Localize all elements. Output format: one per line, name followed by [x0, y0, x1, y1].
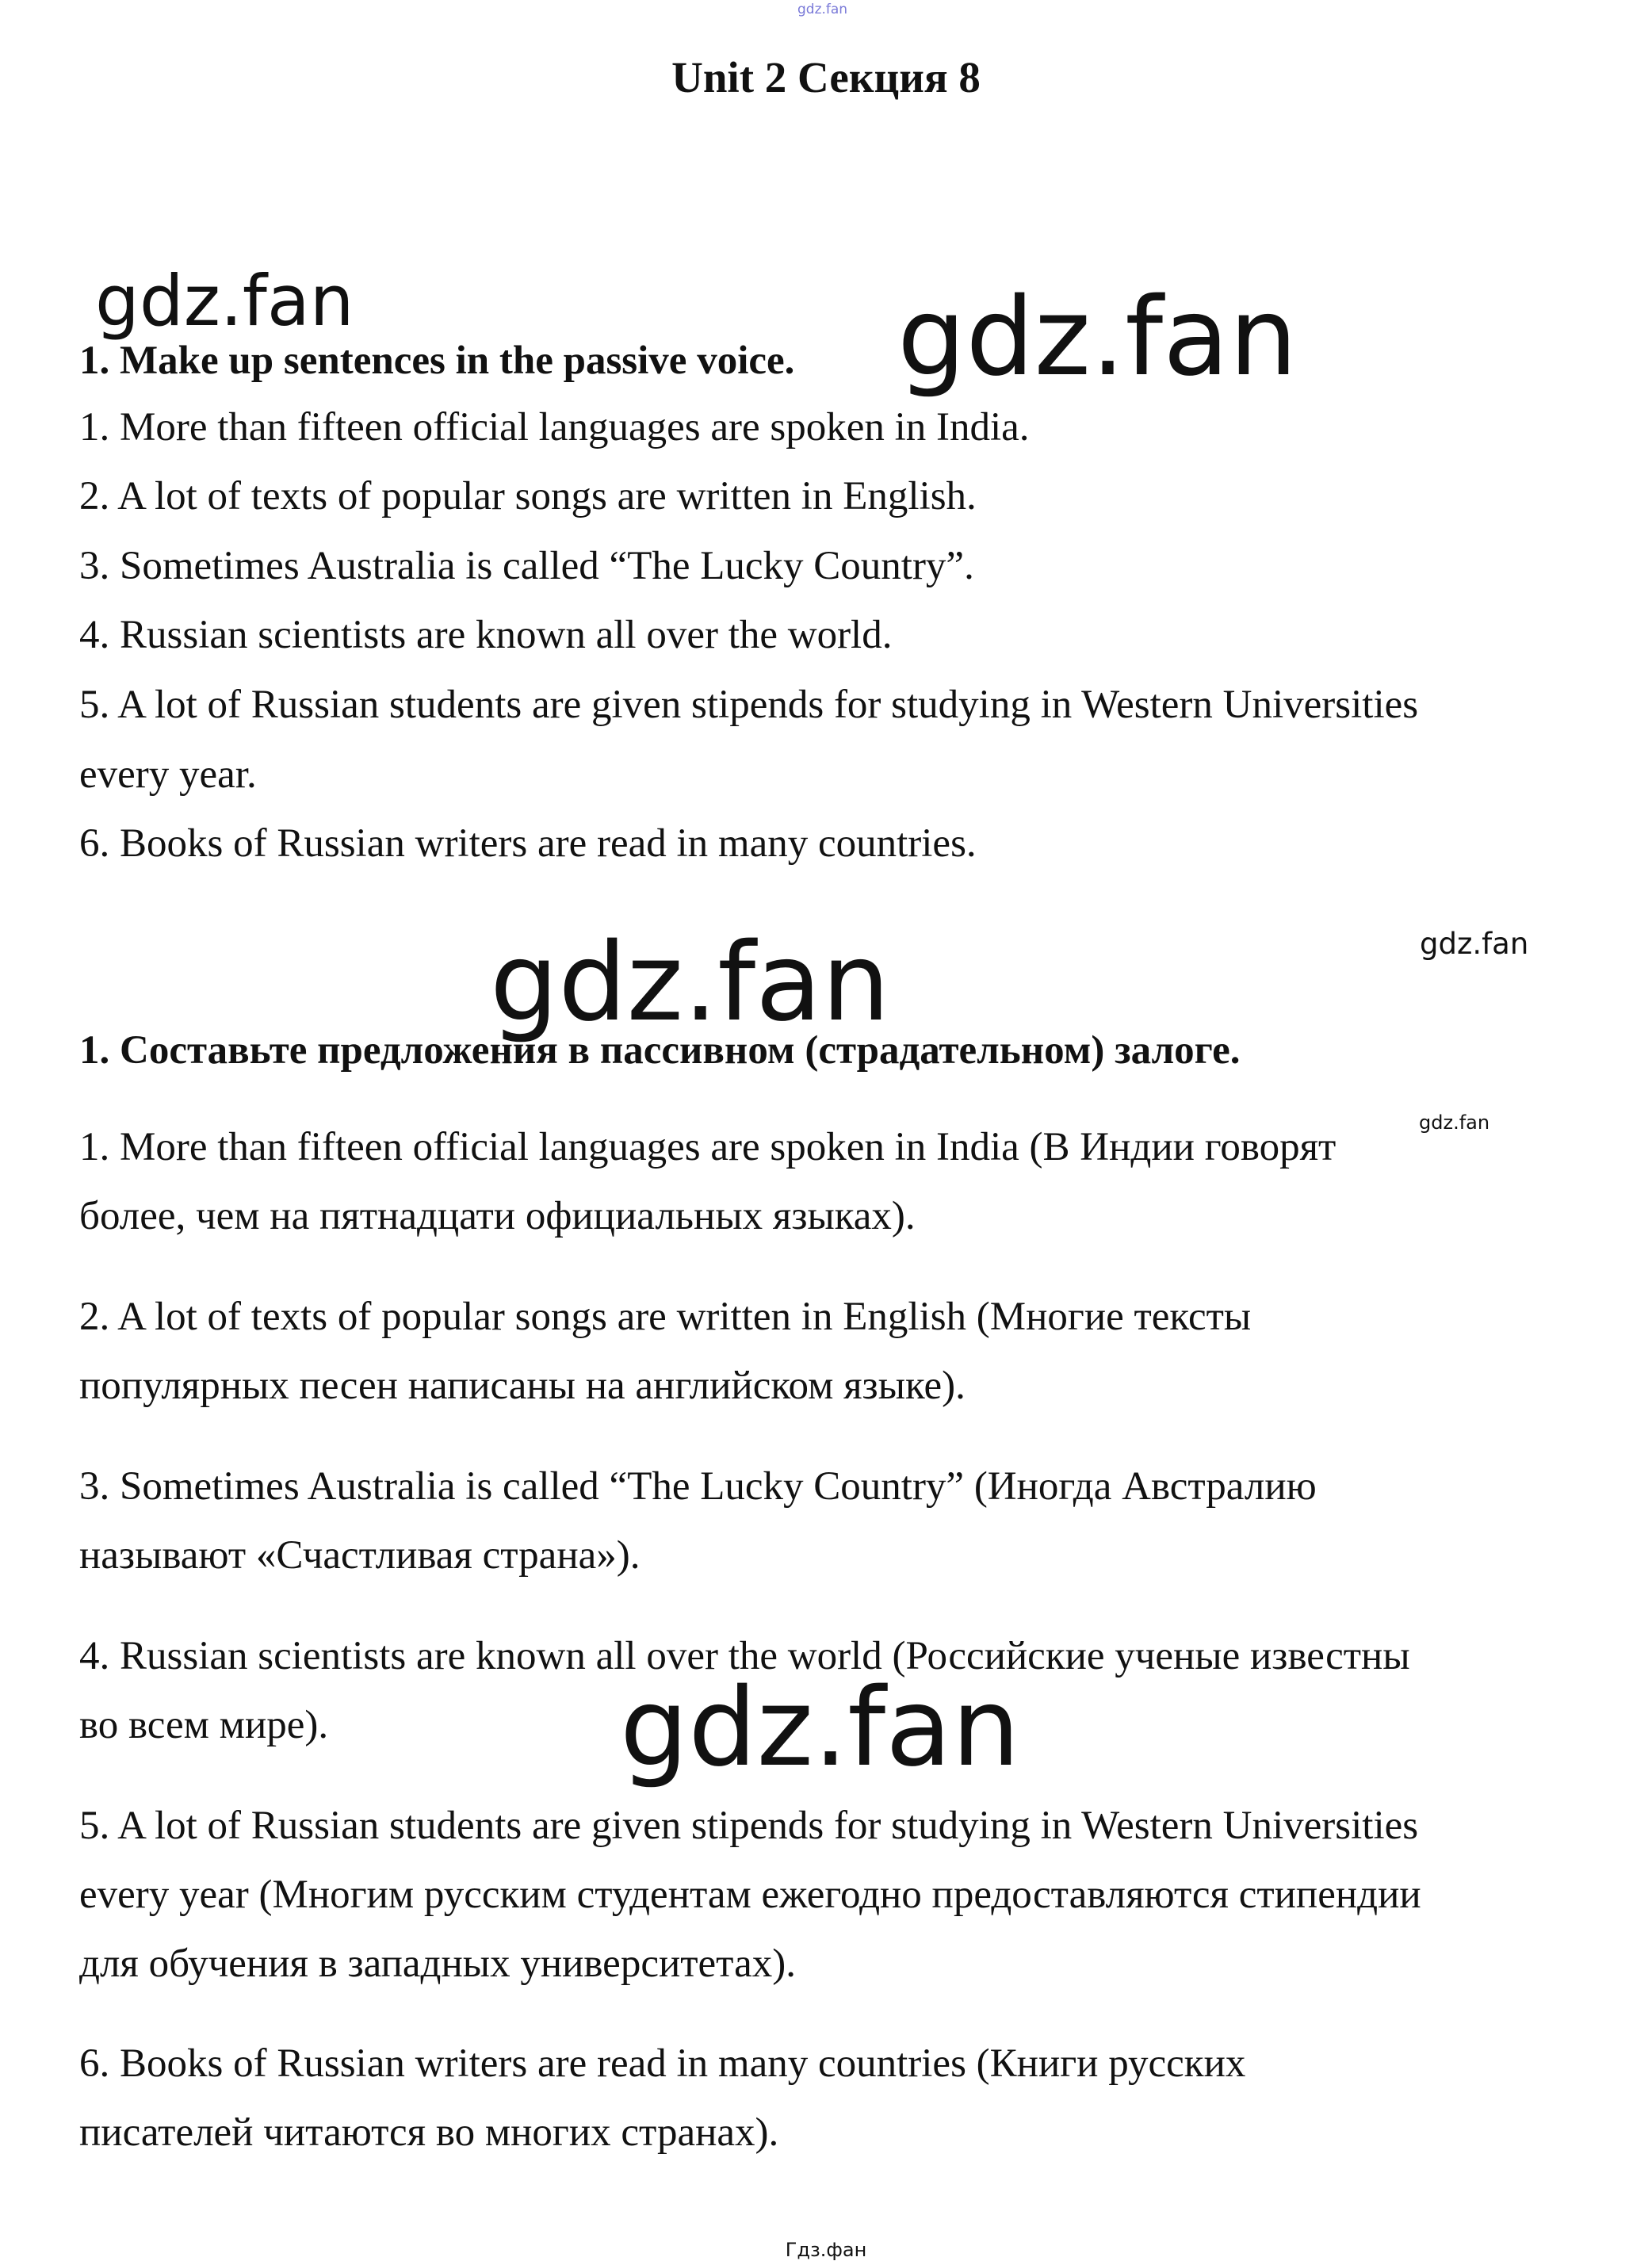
en-line-6: 6. Books of Russian writers are read in many countries.	[79, 821, 977, 866]
watermark-top: gdz.fan	[797, 2, 848, 17]
watermark-small: gdz.fan	[1419, 1111, 1490, 1134]
ru-line-6-cont: писателей читаются во многих странах).	[79, 2110, 779, 2155]
ru-line-5-cont-2: для обучения в западных университетах).	[79, 1942, 796, 1986]
ru-line-5: 5. A lot of Russian students are given stipends for studying in Western Universities	[79, 1804, 1419, 1848]
en-line-5: 5. A lot of Russian students are given stipends for studying in Western Universities	[79, 683, 1419, 727]
task-heading-en: 1. Make up sentences in the passive voice.	[79, 339, 795, 383]
task-heading-ru: 1. Составьте предложения в пассивном (страдательном) залоге.	[79, 1028, 1241, 1073]
en-line-3: 3. Sometimes Australia is called “The Lucky Country”.	[79, 544, 974, 588]
ru-line-1: 1. More than fifteen official languages are spoken in India (В Индии говорят	[79, 1125, 1337, 1169]
watermark-left: gdz.fan	[95, 260, 354, 342]
en-line-2: 2. A lot of texts of popular songs are written in English.	[79, 474, 977, 518]
page-footer: Гдз.фан	[785, 2239, 867, 2261]
ru-line-6: 6. Books of Russian writers are read in many countries (Книги русских	[79, 2041, 1246, 2086]
watermark-mid-right: gdz.fan	[1420, 927, 1529, 961]
watermark-mid: gdz.fan	[490, 920, 890, 1046]
en-line-4: 4. Russian scientists are known all over the world.	[79, 613, 893, 657]
ru-line-4-cont: во всем мире).	[79, 1703, 329, 1747]
ru-line-2-cont: популярных песен написаны на английском языке).	[79, 1364, 966, 1408]
en-line-1: 1. More than fifteen official languages are spoken in India.	[79, 405, 1030, 450]
watermark-right: gdz.fan	[897, 275, 1298, 400]
ru-line-4: 4. Russian scientists are known all over the world (Российские ученые известны	[79, 1634, 1410, 1678]
page-title: Unit 2 Секция 8	[671, 53, 981, 101]
en-line-5-cont: every year.	[79, 752, 257, 797]
ru-line-3: 3. Sometimes Australia is called “The Lucky Country” (Иногда Австралию	[79, 1464, 1317, 1509]
ru-line-2: 2. A lot of texts of popular songs are written in English (Многие тексты	[79, 1295, 1252, 1339]
ru-line-5-cont-1: every year (Многим русским студентам ежегодно предоставляются стипендии	[79, 1873, 1421, 1917]
ru-line-1-cont: более, чем на пятнадцати официальных языках).	[79, 1194, 916, 1238]
ru-line-3-cont: называют «Счастливая страна»).	[79, 1533, 641, 1578]
watermark-lower: gdz.fan	[620, 1666, 1020, 1791]
